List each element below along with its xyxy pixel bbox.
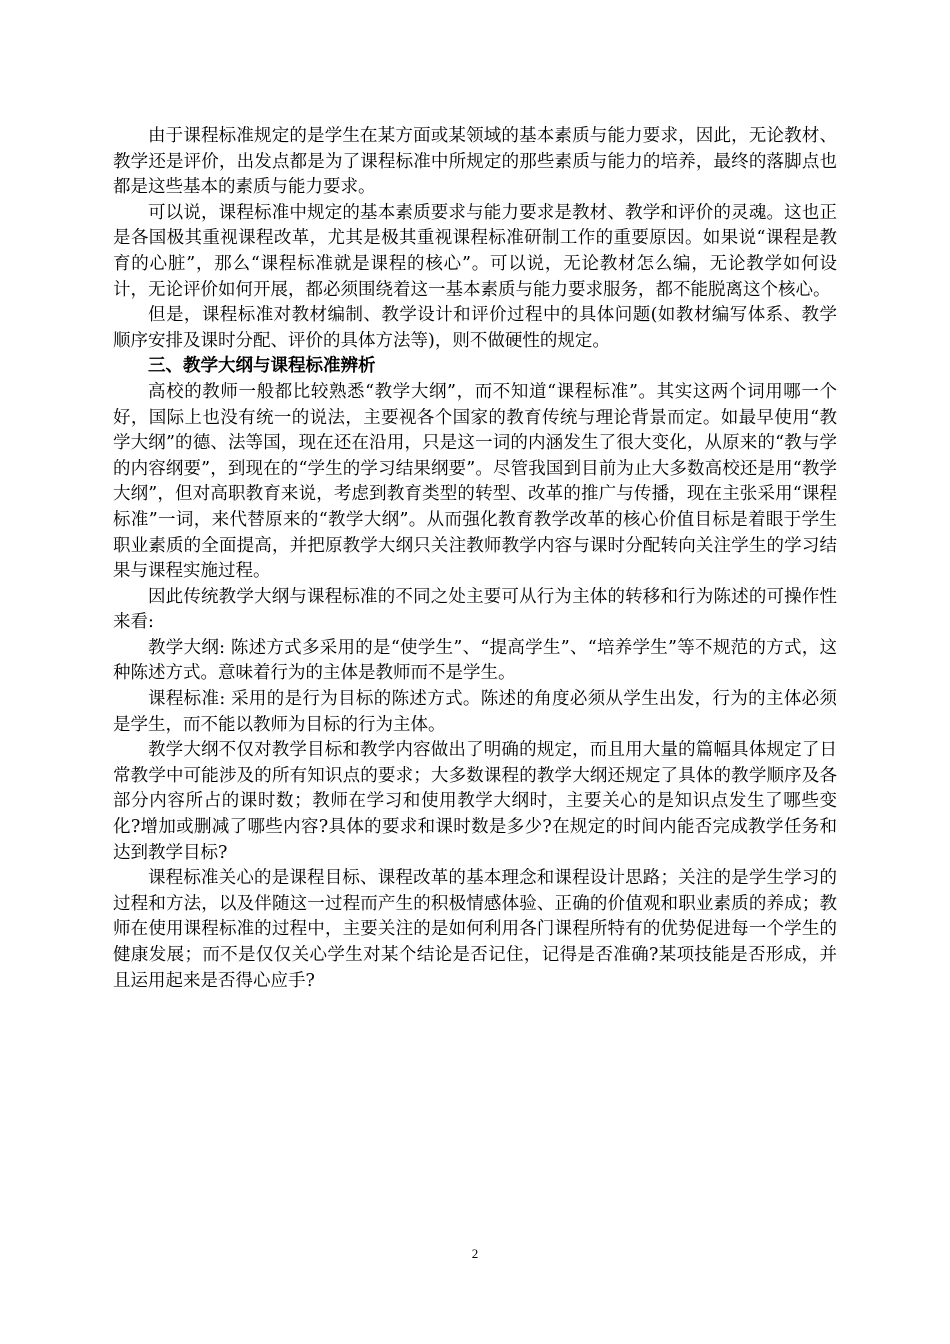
paragraph: 课程标准关心的是课程目标、课程改革的基本理念和课程设计思路；关注的是学生学习的过程和方法，以及伴随这一过程而产生的积极情感体验、正确的价值观和职业素质的养成；教师在使用课程标准的过程中，主要关注的是如何利用各门课程所特有的优势促进每一个学生的健康发展；而不是仅仅关心学生对某个结论是否记住，记得是否准确?某项技能是否形成，并且运用起来是否得心应手? (113, 868, 837, 991)
paragraph: 因此传统教学大纲与课程标准的不同之处主要可从行为主体的转移和行为陈述的可操作性 来看: (113, 586, 837, 633)
paragraph: 可以说，课程标准中规定的基本素质要求与能力要求是教材、教学和评价的灵魂。这也正是各国极其重视课程改革，尤其是极其重视课程标准研制工作的重要原因。如果说“课程是教育的心脏”，那么“课程标准就是课程的核心”。可以说，无论教材怎么编，无论教学如何设计，无论评价如何开展，都必须围绕着这一基本素质与能力要求服务，都不能脱离这个核心。 (113, 202, 837, 300)
paragraph: 但是，课程标准对教材编制、教学设计和评价过程中的具体问题(如教材编写体系、教学顺序安排及课时分配、评价的具体方法等)，则不做硬性的规定。 (113, 305, 837, 351)
paragraph: 教学大纲不仅对教学目标和教学内容做出了明确的规定，而且用大量的篇幅具体规定了日常教学中可能涉及的所有知识点的要求；大多数课程的教学大纲还规定了具体的教学顺序及各部分内容所占的课时数；教师在学习和使用教学大纲时，主要关心的是知识点发生了哪些变化?增加或删减了哪些内容?具体的要求和课时数是多少?在规定的时间内能否完成教学任务和达到教学目标? (113, 740, 837, 863)
section-heading: 三、教学大纲与课程标准辨析 (148, 356, 376, 377)
page-number: 2 (471, 1246, 479, 1261)
paragraph: 高校的教师一般都比较熟悉“教学大纲”，而不知道“课程标准”。其实这两个词用哪一个好，国际上也没有统一的说法，主要视各个国家的教育传统与理论背景而定。如最早使用“教学大纲”的德、法等国，现在还在沿用，只是这一词的内涵发生了很大变化，从原来的“教与学的内容纲要”，到现在的“学生的学习结果纲要”。尽管我国到目前为止大多数高校还是用“教学大纲”，但对高职教育来说，考虑到教育类型的转型、改革的推广与传播，现在主张采用“课程标准”一词，来代替原来的“教学大纲”。从而强化教育教学改革的核心价值目标是着眼于学生职业素质的全面提高，并把原教学大纲只关注教师教学内容与课时分配转向关注学生的学习结果与课程实施过程。 (113, 381, 837, 582)
paragraph: 课程标准: 采用的是行为目标的陈述方式。陈述的角度必须从学生出发，行为的主体必须是学生，而不能以教师为目标的行为主体。 (113, 689, 837, 735)
document-body (113, 124, 837, 994)
paragraph: 由于课程标准规定的是学生在某方面或某领域的基本素质与能力要求，因此，无论教材、教学还是评价，出发点都是为了课程标准中所规定的那些素质与能力的培养，最终的落脚点也都是这些基本的素质与能力要求。 (113, 126, 837, 198)
paragraph: 教学大纲: 陈述方式多采用的是“使学生”、“提高学生”、“培养学生”等不规范的方式，这种陈述方式。意味着行为的主体是教师而不是学生。 (113, 637, 837, 684)
